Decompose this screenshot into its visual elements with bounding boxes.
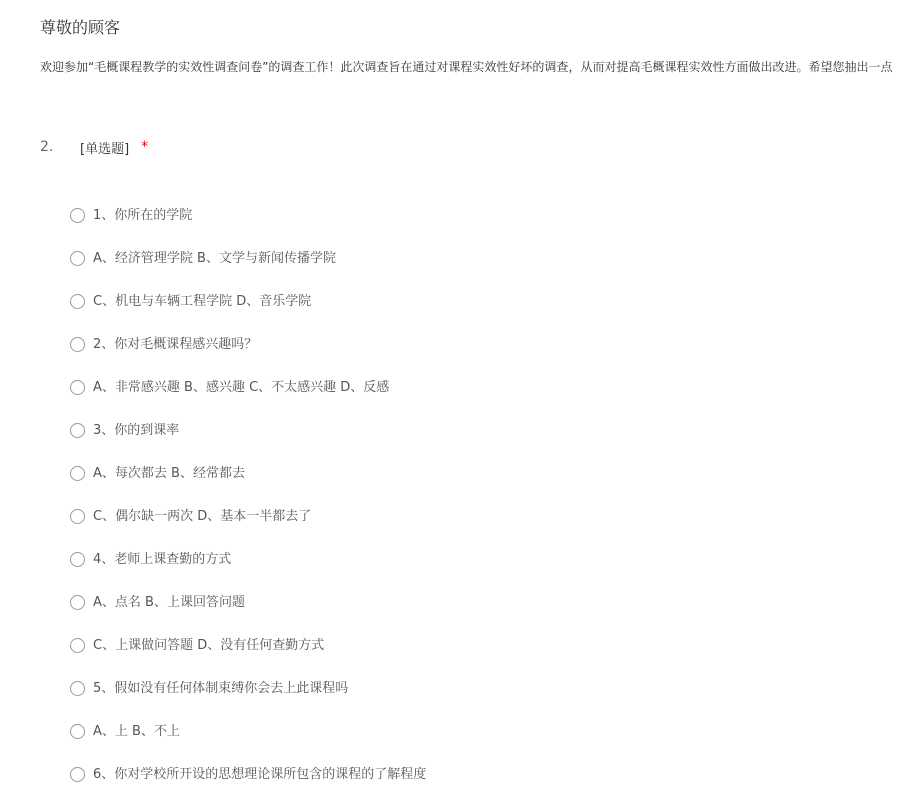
radio-button[interactable] [70, 466, 85, 481]
radio-button[interactable] [70, 681, 85, 696]
option-label: A、上 B、不上 [93, 724, 180, 739]
required-mark: * [141, 139, 149, 155]
radio-button[interactable] [70, 294, 85, 309]
option-label: 1、你所在的学院 [93, 208, 193, 223]
radio-option[interactable] [70, 377, 426, 420]
radio-option[interactable] [70, 334, 426, 377]
radio-option[interactable] [70, 592, 426, 635]
option-label: 4、老师上课查勤的方式 [93, 552, 232, 567]
radio-option[interactable] [70, 291, 426, 334]
radio-button[interactable] [70, 208, 85, 223]
question-header [40, 137, 148, 157]
option-label: 5、假如没有任何体制束缚你会去上此课程吗 [93, 681, 349, 696]
radio-option[interactable] [70, 764, 426, 800]
option-label: C、机电与车辆工程学院 D、音乐学院 [93, 294, 312, 309]
radio-button[interactable] [70, 638, 85, 653]
radio-option[interactable] [70, 506, 426, 549]
question-number: 2. [40, 139, 54, 155]
radio-button[interactable] [70, 767, 85, 782]
option-label: A、经济管理学院 B、文学与新闻传播学院 [93, 251, 336, 266]
radio-button[interactable] [70, 509, 85, 524]
option-label: C、上课做问答题 D、没有任何查勤方式 [93, 638, 325, 653]
option-label: 2、你对毛概课程感兴趣吗？ [93, 337, 258, 352]
radio-option[interactable] [70, 248, 426, 291]
radio-button[interactable] [70, 380, 85, 395]
radio-option[interactable] [70, 549, 426, 592]
radio-option[interactable] [70, 463, 426, 506]
option-list [70, 205, 426, 800]
question-type-label: [单选题] [80, 141, 130, 157]
radio-option[interactable] [70, 420, 426, 463]
option-label: 3、你的到课率 [93, 423, 180, 438]
radio-button[interactable] [70, 423, 85, 438]
survey-intro-text: 欢迎参加“毛概课程教学的实效性调查问卷”的调查工作！此次调查旨在通过对课程实效性好坏的调查，从而对提高毛概课程实效性方面做出改进。希望您抽出一点 [40, 60, 893, 74]
radio-option[interactable] [70, 205, 426, 248]
radio-option[interactable] [70, 635, 426, 678]
radio-option[interactable] [70, 678, 426, 721]
radio-button[interactable] [70, 724, 85, 739]
option-label: A、非常感兴趣 B、感兴趣 C、不太感兴趣 D、反感 [93, 380, 390, 395]
greeting-heading: 尊敬的顾客 [40, 18, 121, 37]
radio-button[interactable] [70, 337, 85, 352]
radio-button[interactable] [70, 552, 85, 567]
radio-button[interactable] [70, 251, 85, 266]
radio-option[interactable] [70, 721, 426, 764]
option-label: C、偶尔缺一两次 D、基本一半都去了 [93, 509, 312, 524]
option-label: A、点名 B、上课回答问题 [93, 595, 245, 610]
option-label: 6、你对学校所开设的思想理论课所包含的课程的了解程度 [93, 767, 427, 782]
radio-button[interactable] [70, 595, 85, 610]
option-label: A、每次都去 B、经常都去 [93, 466, 245, 481]
